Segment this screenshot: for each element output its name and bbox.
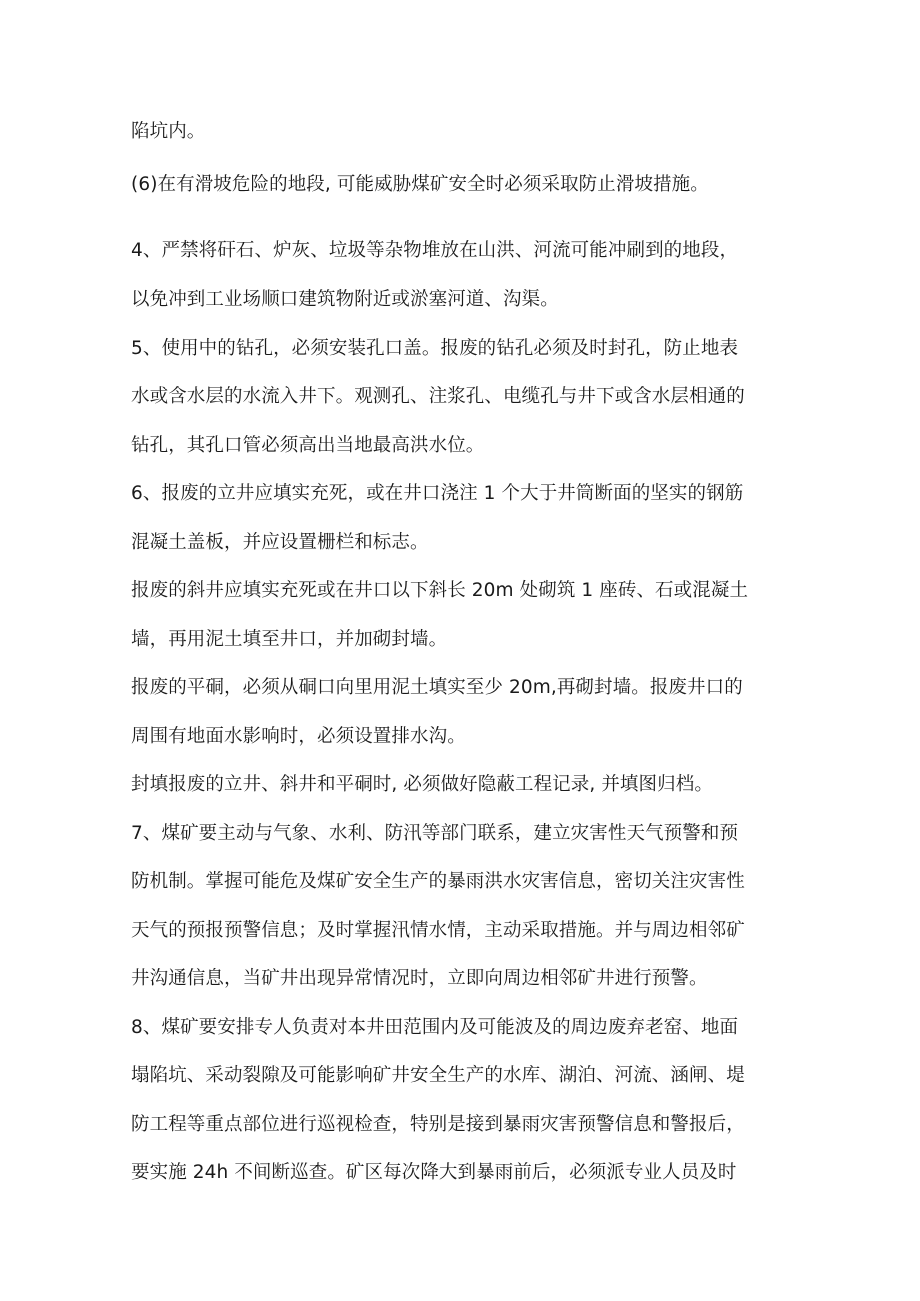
text-line: 水或含水层的水流入井下。观测孔、注浆孔、电缆孔与井下或含水层相通的: [131, 386, 745, 407]
text-line: 4、严禁将矸石、炉灰、垃圾等杂物堆放在山洪、河流可能冲刷到的地段，: [131, 240, 739, 261]
text-line: 要实施 24h 不间断巡查。矿区每次降大到暴雨前后，必须派专业人员及时: [131, 1162, 737, 1183]
text-line: 天气的预报预警信息；及时掌握汛情水情，主动采取措施。并与周边相邻矿: [131, 920, 745, 941]
text-line: 7、煤矿要主动与气象、水利、防汛等部门联系，建立灾害性天气预警和预: [131, 823, 739, 844]
text-line: 防机制。掌握可能危及煤矿安全生产的暴雨洪水灾害信息，密切关注灾害性: [131, 871, 745, 892]
text-line: 封填报废的立井、斜井和平硐时, 必须做好隐蔽工程记录, 并填图归档。: [131, 774, 713, 795]
text-line: 混凝土盖板，并应设置栅栏和标志。: [131, 532, 429, 553]
text-line: 陷坑内。: [131, 121, 206, 142]
text-line: 8、煤矿要安排专人负责对本井田范围内及可能波及的周边废弃老窑、地面: [131, 1017, 739, 1038]
text-line: 周围有地面水影响时，必须设置排水沟。: [131, 726, 466, 747]
text-line: 塌陷坑、采动裂隙及可能影响矿井安全生产的水库、湖泊、河流、涵闸、堤: [131, 1065, 745, 1086]
text-line: 5、使用中的钻孔，必须安装孔口盖。报废的钻孔必须及时封孔，防止地表: [131, 338, 739, 359]
text-line: 以免冲到工业场顺口建筑物附近或淤塞河道、沟渠。: [131, 289, 559, 310]
text-line: 6、报废的立井应填实充死，或在井口浇注 1 个大于井筒断面的坚实的钢筋: [131, 483, 744, 504]
text-line: 报废的斜井应填实充死或在井口以下斜长 20m 处砌筑 1 座砖、石或混凝土: [131, 580, 749, 601]
text-line: 报废的平硐，必须从硐口向里用泥土填实至少 20m,再砌封墙。报废井口的: [131, 677, 743, 698]
text-line: 井沟通信息，当矿井出现异常情况时，立即向周边相邻矿井进行预警。: [131, 968, 708, 989]
text-line: (6)在有滑坡危险的地段, 可能威胁煤矿安全时必须采取防止滑坡措施。: [131, 174, 709, 195]
text-line: 钻孔，其孔口管必须高出当地最高洪水位。: [131, 435, 485, 456]
text-line: 墙，再用泥土填至井口，并加砌封墙。: [131, 629, 448, 650]
text-line: 防工程等重点部位进行巡视检查，特别是接到暴雨灾害预警信息和警报后，: [131, 1114, 745, 1135]
